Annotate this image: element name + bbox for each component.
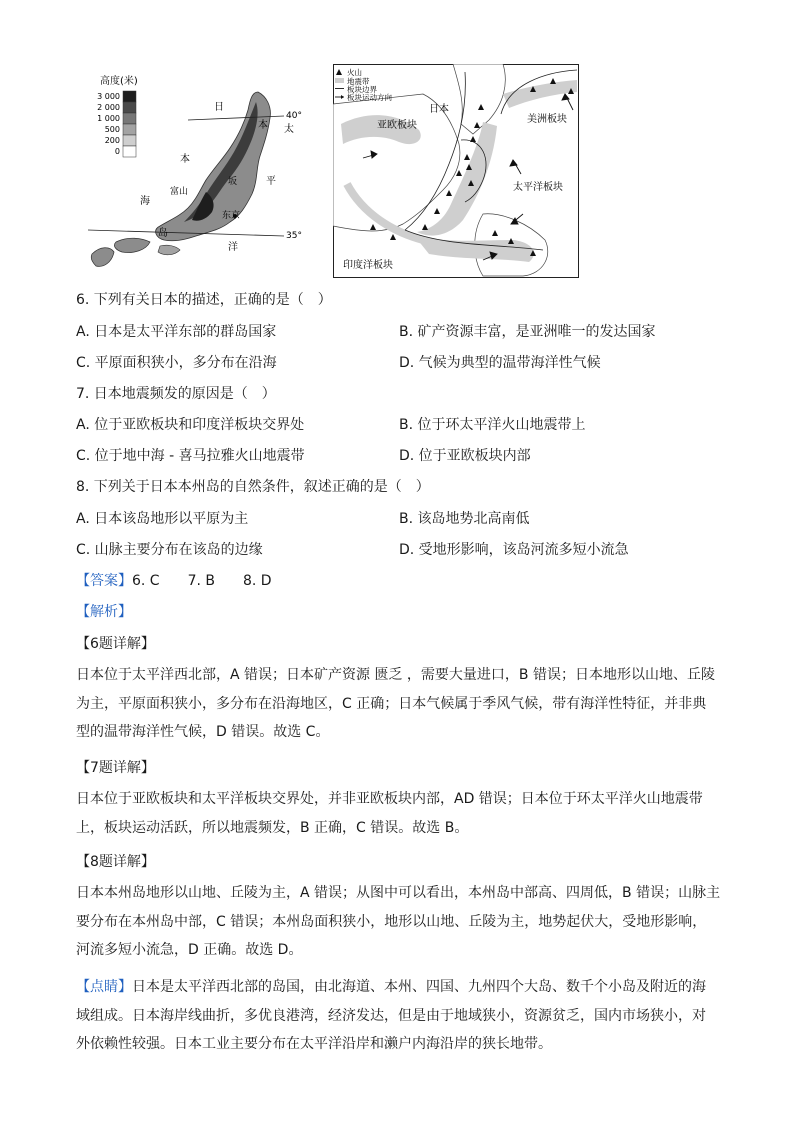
question-8-option-c[interactable]: C. 山脉主要分布在该岛的边缘 — [76, 542, 263, 558]
question-7-option-c[interactable]: C. 位于地中海 - 喜马拉雅火山地震带 — [76, 448, 305, 464]
shikoku-island — [114, 238, 150, 252]
question-8-option-d[interactable]: D. 受地形影响，该岛河流多短小流急 — [399, 542, 629, 558]
label-yang: 洋 — [228, 242, 238, 253]
detail-6-line: 为主，平原面积狭小，多分布在沿海地区，C 正确；日本气候属于季风气候，带有海洋性特征，并非典 — [76, 695, 707, 712]
question-6-option-a[interactable]: A. 日本是太平洋东部的群岛国家 — [76, 324, 277, 340]
label-ping: 平 — [266, 176, 276, 187]
question-7-option-a[interactable]: A. 位于亚欧板块和印度洋板块交界处 — [76, 417, 305, 433]
question-7-option-d[interactable]: D. 位于亚欧板块内部 — [399, 448, 531, 464]
highlight-line: 外依赖性较强。日本工业主要分布在太平洋沿岸和濑户内海沿岸的狭长地带。 — [76, 1036, 552, 1053]
highlight-line: 日本是太平洋西北部的岛国，由北海道、本州、四国、九州四个大岛、数千个小岛及附近的海 — [132, 979, 706, 995]
highlight-line: 域组成。日本海岸线曲折，多优良港湾，经济发达，但是由于地域狭小，资源贫乏，国内市场狭小，对 — [76, 1007, 706, 1024]
label-hai: 海 — [140, 196, 150, 207]
detail-8-title: 【8题详解】 — [76, 854, 155, 870]
label-eurasia-plate: 亚欧板块 — [377, 120, 417, 131]
legend-swatch-1000 — [123, 113, 136, 124]
legend-label-0: 3 000 — [97, 92, 120, 101]
highlight-body — [76, 973, 726, 1059]
elevation-legend — [97, 91, 136, 157]
label-bantu: 坂 — [228, 177, 238, 187]
legend-label-3: 500 — [104, 125, 120, 134]
answer-tag: 【答案】 — [76, 573, 132, 589]
honshu-island — [156, 92, 271, 241]
legend-swatch-500 — [123, 124, 136, 135]
label-pacific-plate: 太平洋板块 — [513, 182, 563, 193]
question-6-option-d[interactable]: D. 气候为典型的温带海洋性气候 — [399, 355, 601, 371]
detail-7-title: 【7题详解】 — [76, 760, 155, 776]
question-6-option-c[interactable]: C. 平原面积狭小，多分布在沿海 — [76, 355, 277, 371]
question-8-stem: 8. 下列关于日本本州岛的自然条件，叙述正确的是（ ） — [76, 479, 430, 495]
detail-8-line: 日本本州岛地形以山地、丘陵为主，A 错误；从图中可以看出，本州岛中部高、四周低，B 错误；山脉主 — [76, 885, 721, 901]
plate-map — [333, 64, 579, 278]
legend-boundary: 板块边界 — [347, 85, 377, 94]
label-dongjing: 东京 — [222, 211, 241, 221]
detail-7-line: 日本位于亚欧板块和太平洋板块交界处，并非亚欧板块内部，AD 错误；日本位于环太平洋火山地震带 — [76, 791, 703, 807]
lat35-label: 35° — [286, 231, 302, 241]
label-ben: 本 — [258, 120, 268, 131]
question-7-stem: 7. 日本地震频发的原因是（ ） — [76, 386, 276, 402]
lat40-label: 40° — [286, 111, 302, 121]
detail-6-body — [76, 661, 726, 747]
legend-volcano: 火山 — [347, 68, 362, 77]
label-tai: 太 — [284, 124, 294, 135]
label-fushan: 富山 — [170, 187, 189, 197]
question-7-option-b[interactable]: B. 位于环太平洋火山地震带上 — [399, 417, 586, 433]
detail-6-title: 【6题详解】 — [76, 636, 155, 652]
detail-6-line: 日本位于太平洋西北部，A 错误；日本矿产资源 匮乏 ，需要大量进口，B 错误；日本地形以山地、丘陵 — [76, 667, 715, 683]
answer-text: 6. C 7. B 8. D — [132, 573, 272, 589]
detail-8-line: 要分布在本州岛中部，C 错误；本州岛面积狭小，地形以山地、丘陵为主，地势起伏大，受地形影响， — [76, 913, 707, 930]
question-6-option-b[interactable]: B. 矿产资源丰富，是亚洲唯一的发达国家 — [399, 324, 656, 340]
legend-label-1: 2 000 — [97, 103, 120, 112]
label-dao: 岛 — [158, 228, 168, 239]
island-south — [158, 245, 180, 255]
analysis-tag: 【解析】 — [76, 604, 132, 620]
legend-seismic: 地震带 — [347, 77, 370, 86]
highlight-line-first — [76, 973, 726, 1002]
highlight-tag: 【点睛】 — [76, 979, 132, 995]
label-ri: 日 — [214, 102, 224, 113]
question-8-option-b[interactable]: B. 该岛地势北高南低 — [399, 511, 530, 527]
legend-label-4: 200 — [104, 136, 120, 145]
question-8-option-a[interactable]: A. 日本该岛地形以平原为主 — [76, 511, 249, 527]
kyushu-island — [91, 248, 114, 267]
legend-label-5: 0 — [114, 147, 120, 156]
legend-swatch-0 — [123, 146, 136, 157]
legend-swatch-200 — [123, 135, 136, 146]
detail-8-line: 河流多短小流急，D 正确。故选 D。 — [76, 942, 303, 959]
japan-relief-svg — [88, 70, 318, 270]
japan-relief-map — [88, 70, 318, 270]
plate-map-svg — [333, 64, 579, 278]
detail-6-line: 型的温带海洋性气候，D 错误。故选 C。 — [76, 724, 330, 741]
label-indian-plate: 印度洋板块 — [343, 260, 393, 271]
detail-7-line: 上，板块运动活跃，所以地震频发，B 正确，C 错误。故选 B。 — [76, 819, 469, 836]
legend-motion: 板块运动方向 — [347, 93, 392, 102]
legend-swatch-3000 — [123, 91, 136, 102]
detail-7-body — [76, 785, 726, 842]
label-america-plate: 美洲板块 — [527, 114, 567, 125]
legend-label-2: 1 000 — [97, 114, 120, 123]
label-japan: 日本 — [429, 104, 449, 115]
legend-swatch-2000 — [123, 102, 136, 113]
question-6-stem: 6. 下列有关日本的描述，正确的是（ ） — [76, 292, 332, 308]
answer-line — [76, 571, 272, 591]
legend-title: 高度(米) — [100, 76, 138, 87]
detail-8-body — [76, 879, 726, 965]
label-ben2: 本 — [180, 154, 190, 165]
